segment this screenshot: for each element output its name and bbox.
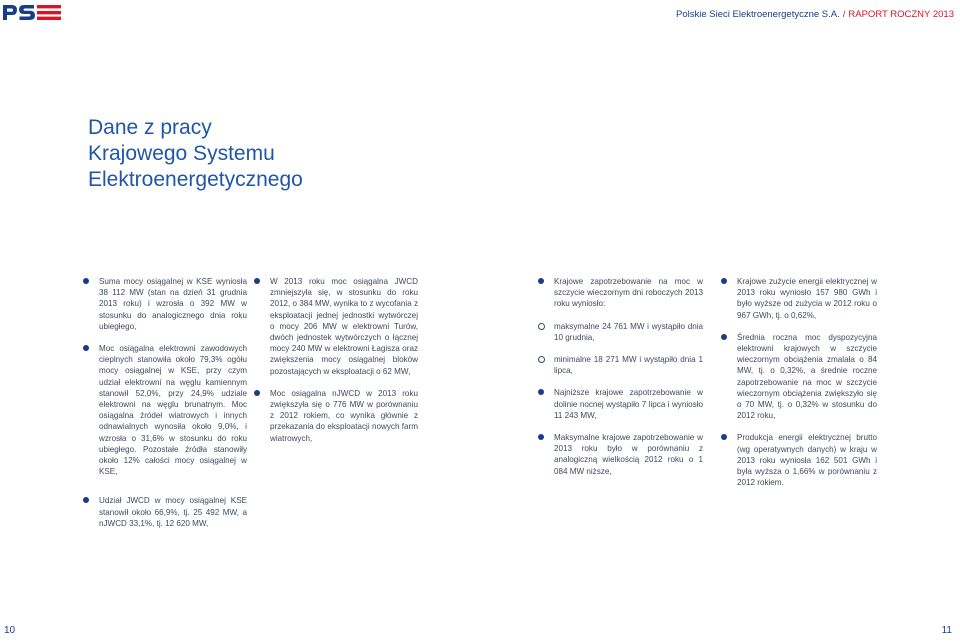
text-column-3 bbox=[554, 276, 703, 488]
text-column-4 bbox=[737, 276, 877, 499]
text-column-2 bbox=[270, 276, 418, 455]
text-column-1 bbox=[99, 276, 247, 540]
bullet-icon bbox=[538, 278, 544, 284]
hollow-bullet-icon bbox=[538, 323, 545, 330]
list-item-text: Suma mocy osiągalnej w KSE wyniosła 38 112 MW (stan na dzień 31 grudnia 2013 roku) i wzrosła o 392 MW w stosunku do analogicznego dnia roku ubiegłego, bbox=[99, 277, 247, 331]
bullet-icon bbox=[83, 345, 89, 351]
list-item-text: Krajowe zużycie energii elektrycznej w 2013 roku wyniosło 157 980 GWh i było wyższe od zużycia w 2012 roku o 967 GWh, tj. o 0,62%, bbox=[737, 277, 877, 320]
list-item bbox=[554, 276, 703, 310]
list-item bbox=[737, 332, 877, 422]
title-line: Krajowego Systemu bbox=[88, 142, 275, 165]
report-name: RAPORT ROCZNY 2013 bbox=[848, 9, 954, 20]
list-item bbox=[554, 321, 703, 343]
list-item bbox=[737, 276, 877, 321]
list-item-text: Najniższe krajowe zapotrzebowanie w dolinie nocnej wystąpiło 7 lipca i wyniosło 11 243 MW, bbox=[554, 388, 703, 420]
hollow-bullet-icon bbox=[538, 356, 545, 363]
list-item bbox=[554, 432, 703, 477]
list-item-text: Średnia roczna moc dyspozycyjna elektrowni krajowych w szczycie wieczornym obciążenia zmalała o 84 MW, tj. o 0,32%, a średnie roczne zapotrzebowanie na moc w szczycie wieczornym obciążenia zwiększyło się o 70 MW, tj. o 0,32% w stosunku do 2012 roku, bbox=[737, 332, 877, 421]
list-item bbox=[99, 343, 247, 477]
list-item-text: Moc osiągalna elektrowni zawodowych cieplnych stanowiła około 79,3% ogółu mocy osiągalnej w KSE, przy czym udział elektrowni na węglu kamiennym stanowił 52,0%, przy 24,9% udziale elektrowni na węglu brunatnym. Moc osiągalna źródeł wiatrowych i innych odnawialnych wynosiła około 9,0%, i wzrosła o 31,6% w stosunku do roku ubiegłego. Pozostałe źródła stanowiły około 12% całości mocy osiągalnej w KSE, bbox=[99, 344, 247, 477]
page-title bbox=[88, 115, 303, 193]
list-item bbox=[99, 495, 247, 529]
page-number-right: 11 bbox=[941, 625, 952, 636]
bullet-icon bbox=[254, 278, 260, 284]
list-item bbox=[554, 387, 703, 421]
title-line: Elektroenergetycznego bbox=[88, 168, 303, 191]
bullet-icon bbox=[721, 434, 727, 440]
title-line: Dane z pracy bbox=[88, 116, 212, 139]
list-item-text: Maksymalne krajowe zapotrzebowanie w 2013 roku było w porównaniu z analogiczną wielkością 2012 roku o 1 084 MW niższe, bbox=[554, 433, 703, 476]
bullet-icon bbox=[721, 334, 727, 340]
header-separator: / bbox=[842, 9, 846, 20]
list-item-text: Moc osiągalna nJWCD w 2013 roku zwiększyła się o 776 MW w porównaniu z 2012 rokiem, co wynika głównie z przekazania do eksploatacji nowych farm wiatrowych, bbox=[270, 388, 418, 443]
list-item-text: maksymalne 24 761 MW i wystąpiło dnia 10 grudnia, bbox=[554, 321, 703, 342]
list-item-text: Krajowe zapotrzebowanie na moc w szczycie wieczornym dni roboczych 2013 roku wyniosło: bbox=[554, 277, 703, 309]
bullet-icon bbox=[83, 497, 89, 503]
bullet-icon bbox=[538, 389, 544, 395]
list-item bbox=[270, 388, 418, 444]
list-item-text: minimalne 18 271 MW i wystąpiło dnia 1 lipca, bbox=[554, 355, 703, 376]
page-number-left: 10 bbox=[4, 625, 16, 636]
bullet-icon bbox=[721, 278, 727, 284]
bullet-icon bbox=[254, 390, 260, 396]
list-item bbox=[554, 354, 703, 376]
bullet-icon bbox=[83, 278, 89, 284]
list-item-text: Produkcja energii elektrycznej brutto (wg operatywnych danych) w kraju w 2013 roku wyniosła 162 501 GWh i była wyższa o 1,66% w porównaniu z 2012 rokiem. bbox=[737, 433, 877, 488]
pse-logo bbox=[2, 2, 62, 22]
list-item bbox=[270, 276, 418, 377]
company-name: Polskie Sieci Elektroenergetyczne S.A. bbox=[676, 9, 840, 20]
report-header bbox=[676, 9, 954, 20]
bullet-icon bbox=[538, 434, 544, 440]
list-item bbox=[99, 276, 247, 332]
list-item bbox=[737, 432, 877, 488]
list-item-text: Udział JWCD w mocy osiągalnej KSE stanowił około 66,9%, tj. 25 492 MW, a nJWCD 33,1%, tj. 12 620 MW, bbox=[99, 496, 247, 528]
list-item-text: W 2013 roku moc osiągalna JWCD zmniejszyła się, w stosunku do roku 2012, o 384 MW, wynika to z wycofania z eksploatacji jednej jednostki wytwórczej o mocy 206 MW w elektrowni Turów, dwóch jednostek wytwórczych o łącznej mocy 240 MW w elektrowni Łagisza oraz zwiększenia mocy osiągalnej bloków pozostających w eksploatacji o 62 MW, bbox=[270, 277, 419, 376]
